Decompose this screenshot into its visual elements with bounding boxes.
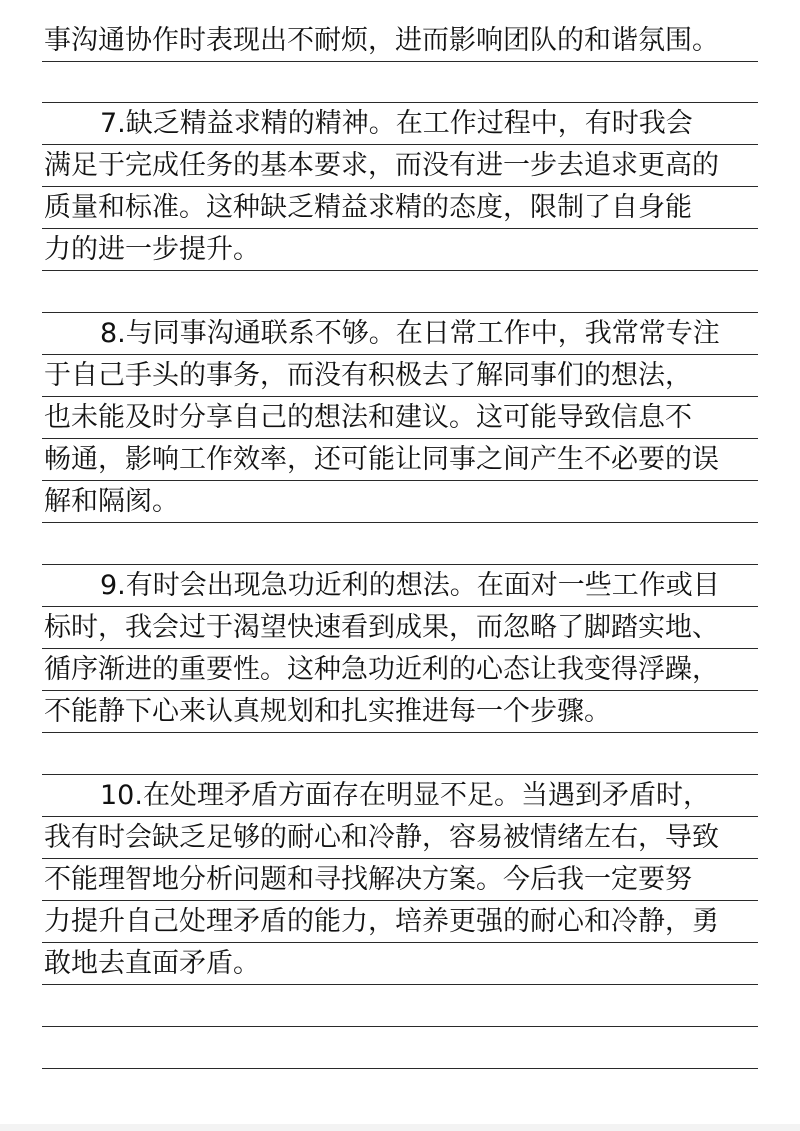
ruled-line <box>42 984 758 985</box>
ruled-line <box>42 690 758 691</box>
page-bottom-edge <box>0 1124 800 1131</box>
text-line: 循序渐进的重要性。这种急功近利的心态让我变得浮躁， <box>44 654 719 685</box>
ruled-line <box>42 522 758 523</box>
text-line: 质量和标准。这种缺乏精益求精的态度，限制了自身能 <box>44 192 692 223</box>
text-line: 敢地去直面矛盾。 <box>44 948 260 979</box>
text-line: 力的进一步提升。 <box>44 234 260 265</box>
text-line: 不能理智地分析问题和寻找解决方案。今后我一定要努 <box>44 864 692 895</box>
ruled-line <box>42 564 758 565</box>
ruled-line <box>42 774 758 775</box>
ruled-line <box>42 312 758 313</box>
ruled-line <box>42 732 758 733</box>
ruled-line <box>42 480 758 481</box>
text-line: 畅通，影响工作效率，还可能让同事之间产生不必要的误 <box>44 444 719 475</box>
text-line: 我有时会缺乏足够的耐心和冷静，容易被情绪左右，导致 <box>44 822 719 853</box>
ruled-line <box>42 354 758 355</box>
ruled-line <box>42 1026 758 1027</box>
text-line <box>44 62 758 102</box>
ruled-line <box>42 144 758 145</box>
text-line <box>44 272 758 312</box>
ruled-line <box>42 942 758 943</box>
ruled-line <box>42 438 758 439</box>
text-line: 满足于完成任务的基本要求，而没有进一步去追求更高的 <box>44 150 719 181</box>
ruled-line <box>42 396 758 397</box>
text-line: 于自己手头的事务，而没有积极去了解同事们的想法， <box>44 360 692 391</box>
ruled-line <box>42 858 758 859</box>
ruled-line <box>42 270 758 271</box>
paragraph-8-start: 8.与同事沟通联系不够。在日常工作中，我常常专注 <box>100 318 720 349</box>
text-line <box>44 1028 758 1068</box>
paragraph-9-start: 9.有时会出现急功近利的想法。在面对一些工作或目 <box>100 570 720 601</box>
text-line <box>44 986 758 1026</box>
ruled-line <box>42 606 758 607</box>
ruled-line <box>42 1068 758 1069</box>
text-line <box>44 734 758 774</box>
ruled-line <box>42 816 758 817</box>
ruled-line <box>42 186 758 187</box>
text-line: 不能静下心来认真规划和扎实推进每一个步骤。 <box>44 696 611 727</box>
text-line: 事沟通协作时表现出不耐烦，进而影响团队的和谐氛围。 <box>44 25 719 56</box>
text-line <box>44 524 758 564</box>
ruled-line <box>42 900 758 901</box>
text-line: 解和隔阂。 <box>44 486 179 517</box>
paragraph-10-start: 10.在处理矛盾方面存在明显不足。当遇到矛盾时， <box>100 780 710 811</box>
ruled-line <box>42 228 758 229</box>
text-line: 力提升自己处理矛盾的能力，培养更强的耐心和冷静，勇 <box>44 906 719 937</box>
text-line: 标时，我会过于渴望快速看到成果，而忽略了脚踏实地、 <box>44 612 719 643</box>
text-line: 也未能及时分享自己的想法和建议。这可能导致信息不 <box>44 402 692 433</box>
ruled-line <box>42 648 758 649</box>
paragraph-7-start: 7.缺乏精益求精的精神。在工作过程中，有时我会 <box>100 108 693 139</box>
ruled-line <box>42 102 758 103</box>
